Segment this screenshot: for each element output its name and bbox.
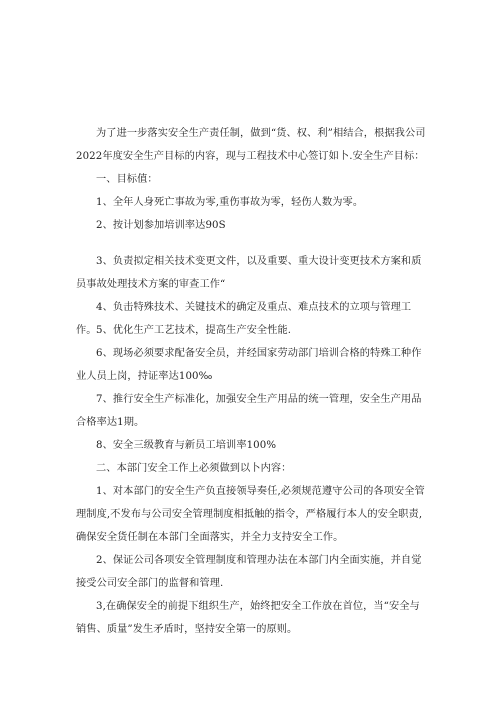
section-heading-targets: 一、目标值： — [96, 174, 158, 185]
target-item-4: 4、负击特殊技术、关键技术的确定及重点、难点技术的立项与管理工作。 — [76, 302, 412, 336]
target-item-1: 1、全年人身死亡事故为零,重伤事故为零，轻伤人数为零。 — [96, 197, 364, 208]
target-item-7: 7、推行安全生产标准化，加强安全生产用品的统一管理，安全生产用品合格率达1期。 — [76, 394, 422, 428]
intro-paragraph: 为了进一步落实安全生产责任制，做到“货、权、利”相结合，根据我公司2022年度安全生产目标的内容，现与工程技术中心签订如卜.安全生产目标： — [76, 128, 426, 162]
target-item-2: 2、按计划参加培训率达90S — [96, 220, 226, 231]
target-item-3: 3、负责拟定相关技术变更文件，以及重要、重大设计变更技术方案和质员事故处理技术方案的审查工作“ — [76, 256, 422, 290]
duty-item-3: 3,在确保安全的前提下组织生产，始终把安全工作放在首位，当“安全与销售、质量”发生矛盾时，坚持安全第一的原则。 — [76, 601, 420, 635]
duty-item-1: 1、对本部门的安全生产负直接领导奏任,必须规范遵守公司的各项安全管理制度,不发布与公司安全管理制度相抵触的指令，严格履行本人的安全职责,确保安全货任制在本部门全面落实，并全力支持安全工作。 — [76, 486, 425, 543]
section-heading-duties: 二、本部门安全工作上必须做到以卜内容： — [96, 463, 292, 474]
duty-item-2: 2、保证公司各项安全管理制度和管理办法在本部门内全面实施，并自觉接受公司安全部门的监督和管理. — [76, 555, 422, 589]
target-item-6: 6、现场必须要求配备安全员，并经国家劳动部门培训合格的特殊工种作业人员上岗，持证率达100‰ — [76, 348, 422, 382]
target-item-8: 8、安全三级教育与新员工培训率100% — [96, 440, 277, 451]
target-item-5: 5、优化生产工艺技术，提高生产安全性能. — [96, 325, 292, 336]
